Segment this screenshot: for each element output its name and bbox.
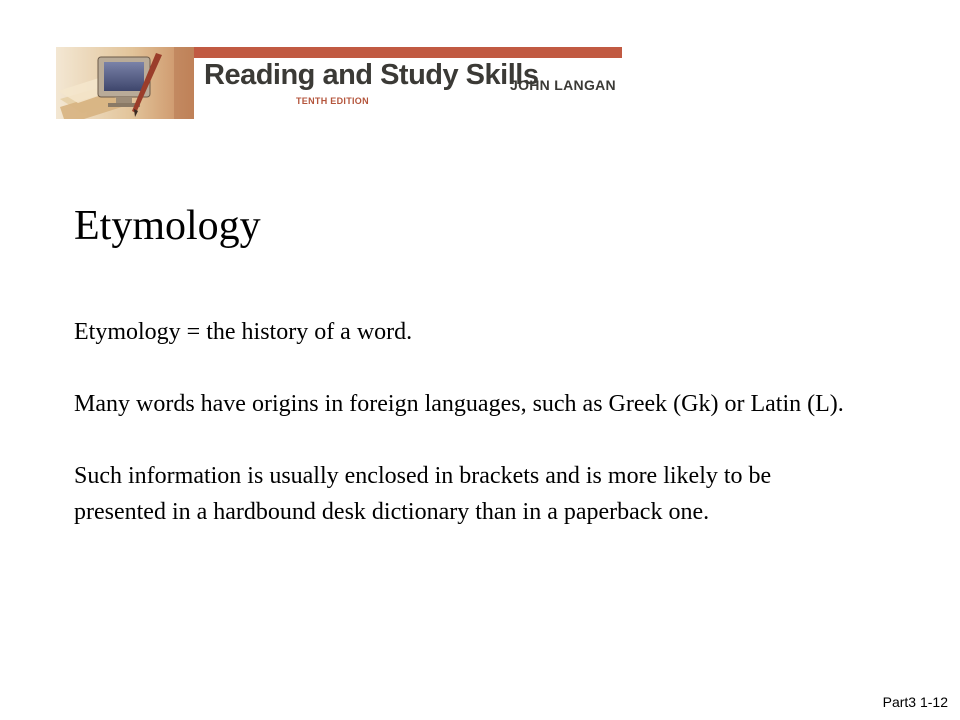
page-number: Part3 1-12	[882, 694, 948, 710]
slide-title: Etymology	[74, 203, 261, 249]
body-paragraph-definition: Etymology = the history of a word.	[74, 319, 413, 345]
book-edition: TENTH EDITION	[296, 96, 369, 106]
banner-accent-bar	[194, 47, 622, 58]
body-paragraph-brackets: Such information is usually enclosed in brackets and is more likely to be presented in a hardbound desk dictionary than in a paperback one.	[74, 463, 772, 525]
slide-body	[74, 314, 864, 530]
book-banner	[56, 47, 622, 119]
computer-and-books-illustration	[56, 47, 194, 119]
book-author: JOHN LANGAN	[510, 77, 616, 93]
book-title: Reading and Study Skills	[204, 59, 539, 91]
body-paragraph-origins: Many words have origins in foreign languages, such as Greek (Gk) or Latin (L).	[74, 391, 844, 417]
